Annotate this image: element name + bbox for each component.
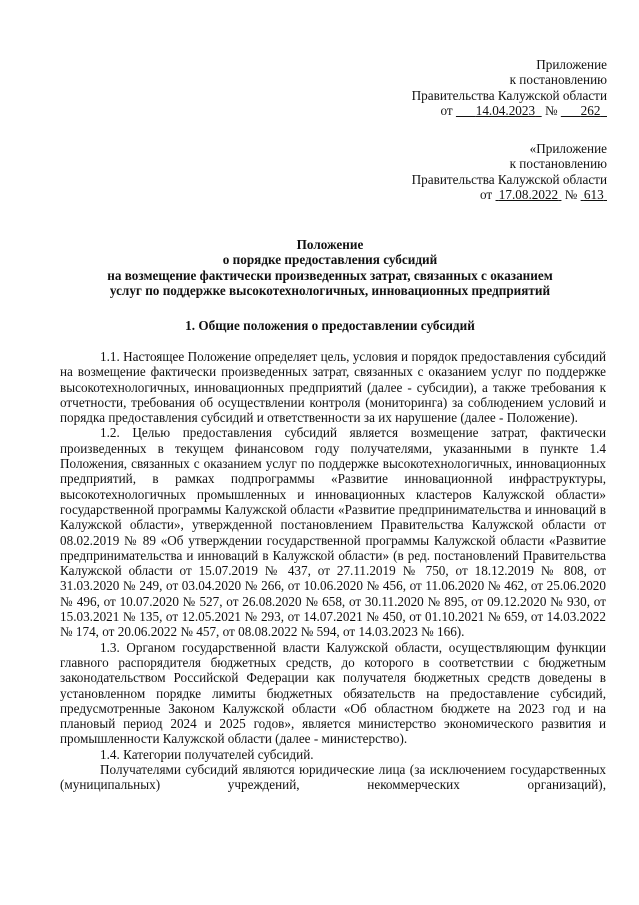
resolution-date-line: от 17.08.2022 № 613 [480, 186, 604, 202]
government-label: Правительства Калужской области [411, 87, 607, 103]
resolution-date-line: от 14.04.2023 № 262 [440, 102, 601, 118]
paragraph: Получателями субсидий являются юридические лица (за исключением государственных (муниципальных) учреждений, некоммерческих организаций), [60, 762, 606, 793]
resolution-number: 613 [583, 186, 604, 202]
paragraph: 1.2. Целью предоставления субсидий является возмещение затрат, фактически произведенных в текущем финансовом году получателями, указанными в пункте 1.4 Положения, связанных с оказанием услуг по поддержке высокотехнологичных, инновационных предприятий, в рамках подпрограммы «Развитие инновационной инфраструктуры, высокотехнологичных промышленных и инновационных кластеров Калужской области» государственной программы Калужской области «Развитие предпринимательства и инноваций в Калужской области», утвержденной постановлением Правительства Калужской области от 08.02.2019 № 89 «Об утверждении государственной программы Калужской области «Развитие предпринимательства и инноваций в Калужской области» (в ред. постановлений Правительства Калужской области от 15.07.2019 № 437, от 27.11.2019 № 750, от 18.12.2019 № 808, от 31.03.2020 № 249, от 03.04.2020 № 266, от 10.06.2020 № 456, от 11.06.2020 № 462, от 25.06.2020 № 496, от 10.07.2020 № 527, от 26.08.2020 № 658, от 30.11.2020 № 895, от 09.12.2020 № 930, от 15.03.2021 № 135, от 12.05.2021 № 293, от 14.07.2021 № 450, от 01.10.2021 № 659, от 14.03.2022 № 174, от 20.06.2022 № 457, от 08.08.2022 № 594, от 14.03.2023 № 166). [60, 425, 606, 640]
to-resolution-label: к постановлению [509, 72, 607, 88]
to-resolution-label: к постановлению [509, 156, 607, 172]
appendix-label: Приложение [536, 57, 607, 72]
document-title: Положение о порядке предоставления субсидий на возмещение фактически произведенных затрат, связанных с оказанием услуг по поддержке высокотехнологичных, инновационных предприятий [107, 237, 553, 298]
paragraph: 1.4. Категории получателей субсидий. [100, 746, 314, 762]
document-body [60, 349, 606, 793]
government-label: Правительства Калужской области [411, 171, 607, 187]
appendix-label: «Приложение [529, 141, 607, 156]
paragraph: 1.3. Органом государственной власти Калужской области, осуществляющим функции главного распорядителя бюджетных средств, до которого в соответствии с бюджетным законодательством Российской Федерации как получателя бюджетных средств доведены в установленном порядке лимиты бюджетных обязательств на предоставление субсидий, предусмотренные Законом Калужской области «Об областном бюджете на 2023 год и на плановый период 2024 и 2025 годов», является министерство экономического развития и промышленности Калужской области (далее - министерство). [60, 639, 606, 747]
section-heading: 1. Общие положения о предоставлении субсидий [185, 318, 475, 333]
appendix-header [412, 57, 607, 118]
resolution-date: 17.08.2022 [498, 186, 559, 202]
resolution-date: 14.04.2023 [475, 102, 536, 118]
previous-appendix-header [412, 141, 607, 202]
paragraph: 1.1. Настоящее Положение определяет цель, условия и порядок предоставления субсидий на возмещение фактически произведенных затрат, связанных с оказанием услуг по поддержке высокотехнологичных, инновационных предприятий (далее - субсидии), а также требования к отчетности, требования об осуществлении контроля (мониторинга) за соблюдением условий и порядка предоставления субсидий и ответственности за их нарушение (далее - Положение). [60, 349, 606, 426]
resolution-number: 262 [580, 102, 601, 118]
